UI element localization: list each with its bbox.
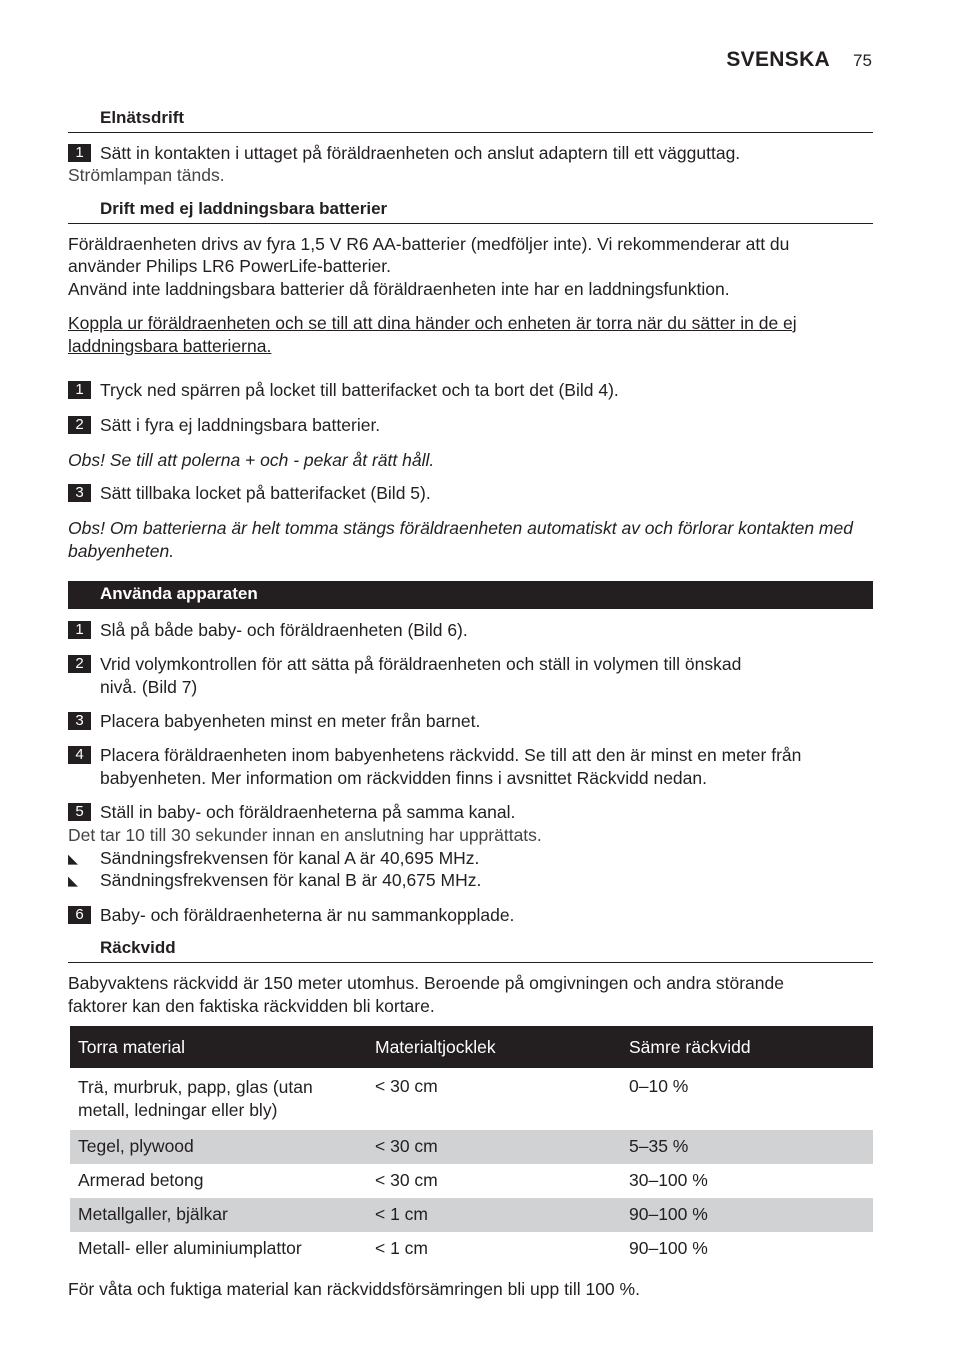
table-cell: < 1 cm [375, 1238, 429, 1258]
table-cell: Trä, murbruk, papp, glas (utan metall, ledningar eller bly) [78, 1077, 313, 1120]
step-result: Det tar 10 till 30 sekunder innan en anslutning har upprättats. [68, 825, 542, 845]
section-heading-batteries [68, 199, 873, 224]
range-table [70, 1026, 873, 1266]
step-text: Sätt in kontakten i uttaget på föräldraenheten och anslut adaptern till ett vägguttag. [100, 143, 741, 163]
step-text: Sätt i fyra ej laddningsbara batterier. [100, 415, 381, 435]
table-cell: Armerad betong [78, 1170, 204, 1190]
page-number: 75 [853, 51, 872, 70]
table-cell: < 30 cm [375, 1170, 438, 1190]
section-heading-range [68, 938, 873, 963]
step-number: 5 [68, 803, 91, 821]
step-result: Strömlampan tänds. [68, 165, 225, 185]
warning-text: laddningsbara batterierna. [68, 336, 272, 356]
section-title: Drift med ej laddningsbara batterier [100, 199, 388, 218]
step-text: Ställ in baby- och föräldraenheterna på samma kanal. [100, 802, 516, 822]
section-heading-using [68, 581, 873, 609]
section-title: Räckvidd [100, 938, 176, 957]
table-cell: < 30 cm [375, 1076, 438, 1096]
bullet-icon: ◣ [68, 851, 78, 866]
table-row [70, 1232, 873, 1266]
warning-text: Koppla ur föräldraenheten och se till att dina händer och enheten är torra när du sätter in de ej [68, 313, 797, 333]
paragraph: använder Philips LR6 PowerLife-batterier. [68, 256, 391, 276]
table-cell: 90–100 % [629, 1238, 708, 1258]
step-text: Placera babyenheten minst en meter från barnet. [100, 711, 481, 731]
step-number: 4 [68, 746, 91, 764]
step-text: Placera föräldraenheten inom babyenhetens räckvidd. Se till att den är minst en meter från [100, 745, 802, 765]
table-cell: Metallgaller, bjälkar [70, 1198, 367, 1232]
step-text: nivå. (Bild 7) [100, 677, 198, 697]
step-text: Vrid volymkontrollen för att sätta på föräldraenheten och ställ in volymen till önskad [100, 654, 742, 674]
note-text: Obs! Se till att polerna + och - pekar åt rätt håll. [68, 450, 435, 470]
table-cell: < 1 cm [367, 1198, 621, 1232]
step-number: 3 [68, 484, 91, 502]
section-heading-mains [68, 108, 873, 133]
column-header: Sämre räckvidd [621, 1026, 873, 1068]
table-cell: 5–35 % [621, 1130, 873, 1164]
table-cell: 90–100 % [621, 1198, 873, 1232]
step-text: Baby- och föräldraenheterna är nu sammankopplade. [100, 905, 515, 925]
paragraph: faktorer kan den faktiska räckvidden bli kortare. [68, 996, 435, 1016]
table-row [70, 1164, 873, 1198]
step-number: 1 [68, 381, 91, 399]
step-number: 1 [68, 144, 91, 162]
footer-note: För våta och fuktiga material kan räckviddsförsämringen bli upp till 100 %. [68, 1279, 640, 1299]
step-number: 6 [68, 906, 91, 924]
section-title: Använda apparaten [100, 584, 258, 603]
step-text: Slå på både baby- och föräldraenheten (Bild 6). [100, 620, 468, 640]
table-cell: < 30 cm [367, 1130, 621, 1164]
step-text: Sätt tillbaka locket på batterifacket (Bild 5). [100, 483, 431, 503]
step-text: babyenheten. Mer information om räckvidden finns i avsnittet Räckvidd nedan. [100, 768, 707, 788]
column-header: Materialtjocklek [367, 1026, 621, 1068]
step-number: 2 [68, 416, 91, 434]
list-item: Sändningsfrekvensen för kanal A är 40,695 MHz. [100, 848, 480, 868]
column-header: Torra material [70, 1026, 367, 1068]
step-number: 2 [68, 655, 91, 673]
paragraph: Använd inte laddningsbara batterier då föräldraenheten inte har en laddningsfunktion. [68, 279, 730, 299]
step-number: 3 [68, 712, 91, 730]
table-row [70, 1130, 873, 1164]
note-text: Obs! Om batterierna är helt tomma stängs föräldraenheten automatiskt av och förlorar kontakten med [68, 518, 853, 538]
paragraph: Babyvaktens räckvidd är 150 meter utomhus. Beroende på omgivningen och andra störande [68, 973, 784, 993]
list-item: Sändningsfrekvensen för kanal B är 40,675 MHz. [100, 870, 482, 890]
table-cell: 30–100 % [629, 1170, 708, 1190]
paragraph: Föräldraenheten drivs av fyra 1,5 V R6 AA-batterier (medföljer inte). Vi rekommenderar att du [68, 234, 790, 254]
table-cell: Tegel, plywood [70, 1130, 367, 1164]
bullet-icon: ◣ [68, 873, 78, 888]
table-row [70, 1198, 873, 1232]
note-text: babyenheten. [68, 541, 175, 561]
step-number: 1 [68, 621, 91, 639]
table-header-row [70, 1026, 873, 1068]
table-cell: Metall- eller aluminiumplattor [78, 1238, 302, 1258]
table-row [70, 1068, 873, 1130]
language-header: SVENSKA [726, 48, 830, 71]
section-title: Elnätsdrift [100, 108, 185, 127]
table-cell: 0–10 % [629, 1076, 689, 1096]
step-text: Tryck ned spärren på locket till batterifacket och ta bort det (Bild 4). [100, 380, 619, 400]
